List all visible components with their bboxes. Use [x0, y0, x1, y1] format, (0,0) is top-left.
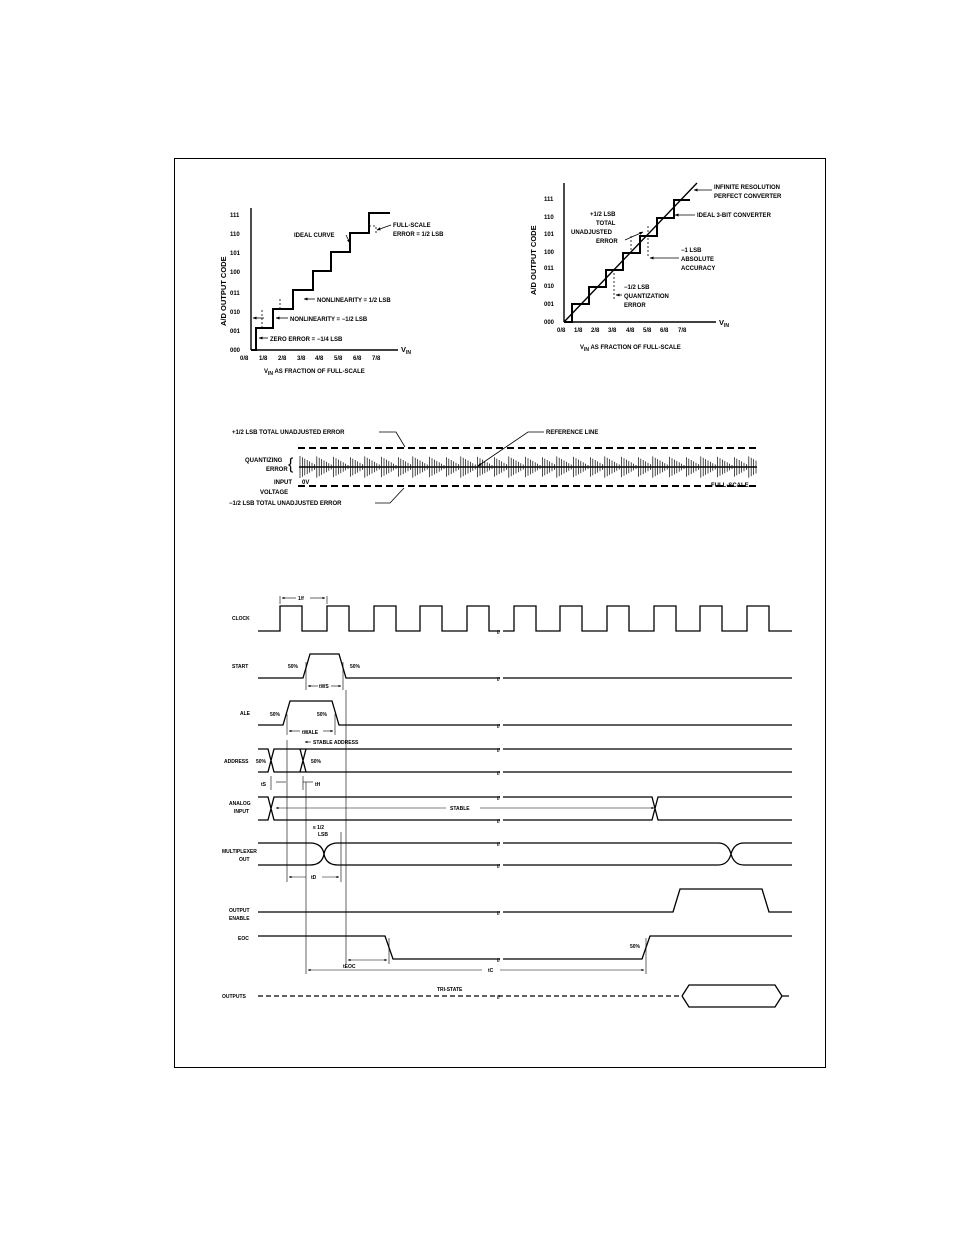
- graph1-y-title: A/D OUTPUT CODE: [219, 256, 228, 326]
- graph2-ytick: 000: [544, 320, 555, 326]
- graph2-ytick: 001: [544, 302, 555, 308]
- graph2-quant-label-2: QUANTIZATION: [624, 294, 669, 300]
- graph2-xtick: 7/8: [678, 328, 687, 334]
- start-50pct-right: 50%: [350, 664, 361, 670]
- ale-50pct-right: 50%: [317, 712, 328, 718]
- start-waveform: [258, 654, 792, 678]
- signal-clock-label: CLOCK: [232, 616, 250, 622]
- graph2-ytick: 111: [544, 197, 554, 203]
- graph1-ytick: 111: [230, 213, 240, 219]
- t-c-label: tC: [488, 968, 494, 974]
- graph1-full-scale-label-2: ERROR = 1/2 LSB: [393, 232, 444, 238]
- graph1-xtick: 1/8: [259, 356, 268, 362]
- t-eoc-label: tEOC: [343, 964, 356, 970]
- signal-start-label: START: [232, 664, 249, 670]
- eoc-waveform: [258, 936, 792, 959]
- graph2-ytick: 101: [544, 232, 555, 238]
- clock-break: //: [497, 630, 500, 636]
- svg-text://: //: [497, 677, 500, 683]
- graph1-dashed-guides: [262, 226, 376, 328]
- svg-text://: //: [497, 819, 500, 825]
- graph1-ytick: 001: [230, 329, 241, 335]
- signal-outputs-label: OUTPUTS: [222, 994, 246, 1000]
- graph1-y-ticks: [230, 213, 241, 354]
- graph1-xtick: 3/8: [297, 356, 306, 362]
- graph1-xtick: 2/8: [278, 356, 287, 362]
- graph1-x-ticks: [240, 356, 381, 362]
- mux-out-waveform: [258, 843, 792, 865]
- graph2-x-title: $V_{IN}$: [719, 318, 730, 329]
- svg-text://: //: [497, 842, 500, 848]
- half-lsb-label-2: LSB: [318, 832, 328, 838]
- graph2-abs-label-1: −1 LSB: [681, 248, 702, 254]
- signal-analog-label-1: ANALOG: [229, 801, 251, 807]
- graph1-xtick: 7/8: [372, 356, 381, 362]
- graph2-xtick: 1/8: [574, 328, 583, 334]
- reference-line-label: REFERENCE LINE: [546, 430, 599, 436]
- svg-text://: //: [497, 958, 500, 964]
- graph2-x-caption: $V_{IN}$ AS FRACTION OF FULL-SCALE: [580, 345, 681, 353]
- graph2-quant-label-1: −1/2 LSB: [624, 285, 650, 291]
- clock-waveform: [258, 606, 792, 631]
- svg-text://: //: [497, 748, 500, 754]
- stable-label: STABLE: [450, 806, 470, 812]
- start-50pct-left: 50%: [288, 664, 299, 670]
- ale-50pct-left: 50%: [270, 712, 281, 718]
- signal-address-label: ADDRESS: [224, 759, 249, 765]
- graph1-zero-error-label: ZERO ERROR = −1/4 LSB: [270, 337, 343, 343]
- graph2-infinite-label-1: INFINITE RESOLUTION: [714, 185, 780, 191]
- graph2-xtick: 3/8: [608, 328, 617, 334]
- outputs-data-valid: [682, 985, 789, 1007]
- quantizing-label-1: QUANTIZING: [245, 458, 283, 464]
- graph2-tue-label-2: TOTAL: [596, 221, 616, 227]
- graph1-ytick: 010: [230, 310, 241, 316]
- graph2-ytick: 110: [544, 215, 554, 221]
- t-d-label: tD: [311, 875, 317, 881]
- timing-diagram: [222, 596, 792, 1007]
- address-transition-2: [300, 749, 306, 772]
- graph1-x-title: $V_{IN}$: [401, 345, 412, 356]
- input-voltage-label-2: VOLTAGE: [260, 490, 289, 496]
- ale-waveform: [258, 701, 792, 725]
- address-waveform: [258, 749, 792, 772]
- svg-text://: //: [497, 724, 500, 730]
- address-50pct-left: 50%: [256, 759, 267, 765]
- signal-eoc-label: EOC: [238, 936, 249, 942]
- signal-oe-label-2: ENABLE: [229, 916, 250, 922]
- graph1-nonlinearity-neg-label: NONLINEARITY = −1/2 LSB: [290, 317, 368, 323]
- signal-ale-label: ALE: [240, 711, 250, 717]
- graph2-y-ticks: [544, 197, 555, 326]
- graph2-ytick: 100: [544, 250, 555, 256]
- graph2-xtick: 2/8: [591, 328, 600, 334]
- graph2-tue-label-1: +1/2 LSB: [590, 212, 616, 218]
- band-bottom-label: −1/2 LSB TOTAL UNADJUSTED ERROR: [229, 501, 342, 507]
- graph2-tue-label-3: UNADJUSTED: [571, 230, 613, 236]
- quantizing-brace: {: [288, 456, 294, 473]
- band-top-leader: [379, 432, 405, 447]
- output-enable-waveform: [258, 889, 792, 912]
- graph1-ytick: 000: [230, 348, 241, 354]
- graph2-infinite-label-2: PERFECT CONVERTER: [714, 194, 782, 200]
- graph2-abs-label-3: ACCURACY: [681, 266, 716, 272]
- full-scale-label: FULL-SCALE: [711, 483, 749, 489]
- svg-text://: //: [497, 796, 500, 802]
- graph2-xtick: 4/8: [626, 328, 635, 334]
- graph2-x-ticks: [557, 328, 687, 334]
- t-s-label: tS: [261, 782, 266, 788]
- graph1-full-scale-label-1: FULL-SCALE: [393, 223, 431, 229]
- svg-text://: //: [497, 911, 500, 917]
- graph2-ytick: 010: [544, 284, 555, 290]
- graph1-ytick: 100: [230, 270, 241, 276]
- graph-accuracy: [529, 183, 782, 353]
- band-bottom-leader: [375, 488, 404, 503]
- t-ws-label: tWS: [319, 684, 329, 690]
- stable-address-label: STABLE ADDRESS: [313, 740, 359, 746]
- address-50pct-right: 50%: [311, 759, 322, 765]
- svg-text://: //: [497, 864, 500, 870]
- t-wale-label: tWALE: [302, 730, 319, 736]
- graph1-ytick: 011: [230, 291, 240, 297]
- graph2-quant-label-3: ERROR: [624, 303, 646, 309]
- band-top-label: +1/2 LSB TOTAL UNADJUSTED ERROR: [232, 430, 345, 436]
- signal-oe-label-1: OUTPUT: [229, 908, 250, 914]
- graph1-x-caption: $V_{IN}$ AS FRACTION OF FULL-SCALE: [264, 369, 365, 377]
- half-lsb-label-1: ≤ 1/2: [313, 825, 325, 831]
- graph2-y-title: A/D OUTPUT CODE: [529, 225, 538, 295]
- graph-nonlinearity: [219, 208, 444, 377]
- graph2-xtick: 0/8: [557, 328, 566, 334]
- svg-text://: //: [497, 771, 500, 777]
- eoc-50pct: 50%: [630, 944, 641, 950]
- graph1-ytick: 110: [230, 232, 240, 238]
- t-h-label: tH: [315, 782, 321, 788]
- graph1-ytick: 101: [230, 251, 241, 257]
- graph1-xtick: 0/8: [240, 356, 249, 362]
- clock-period-label: 1/f: [298, 596, 304, 602]
- analog-input-waveform: [258, 797, 792, 820]
- graph2-abs-label-2: ABSOLUTE: [681, 257, 714, 263]
- graph2-ideal-3bit-label: IDEAL 3-BIT CONVERTER: [697, 213, 771, 219]
- tri-state-label: TRI-STATE: [437, 987, 463, 993]
- graph2-xtick: 6/8: [660, 328, 669, 334]
- graph1-xtick: 4/8: [315, 356, 324, 362]
- graph1-nonlinearity-pos-label: NONLINEARITY = 1/2 LSB: [317, 298, 391, 304]
- graph1-xtick: 6/8: [353, 356, 362, 362]
- signal-mux-label-1: MULTIPLEXER: [222, 849, 257, 855]
- graph1-xtick: 5/8: [334, 356, 343, 362]
- graph1-ideal-curve-label: IDEAL CURVE: [294, 233, 335, 239]
- error-band-diagram: [229, 430, 760, 507]
- graph2-ytick: 011: [544, 266, 554, 272]
- quantizing-label-2: ERROR: [266, 467, 288, 473]
- graph2-tue-label-4: ERROR: [596, 239, 618, 245]
- input-voltage-label-1: INPUT: [274, 480, 292, 486]
- svg-text://: //: [497, 995, 500, 1001]
- graph2-xtick: 5/8: [643, 328, 652, 334]
- signal-mux-label-2: OUT: [239, 857, 250, 863]
- signal-analog-label-2: INPUT: [234, 809, 249, 815]
- zero-v-label: 0V: [302, 480, 310, 486]
